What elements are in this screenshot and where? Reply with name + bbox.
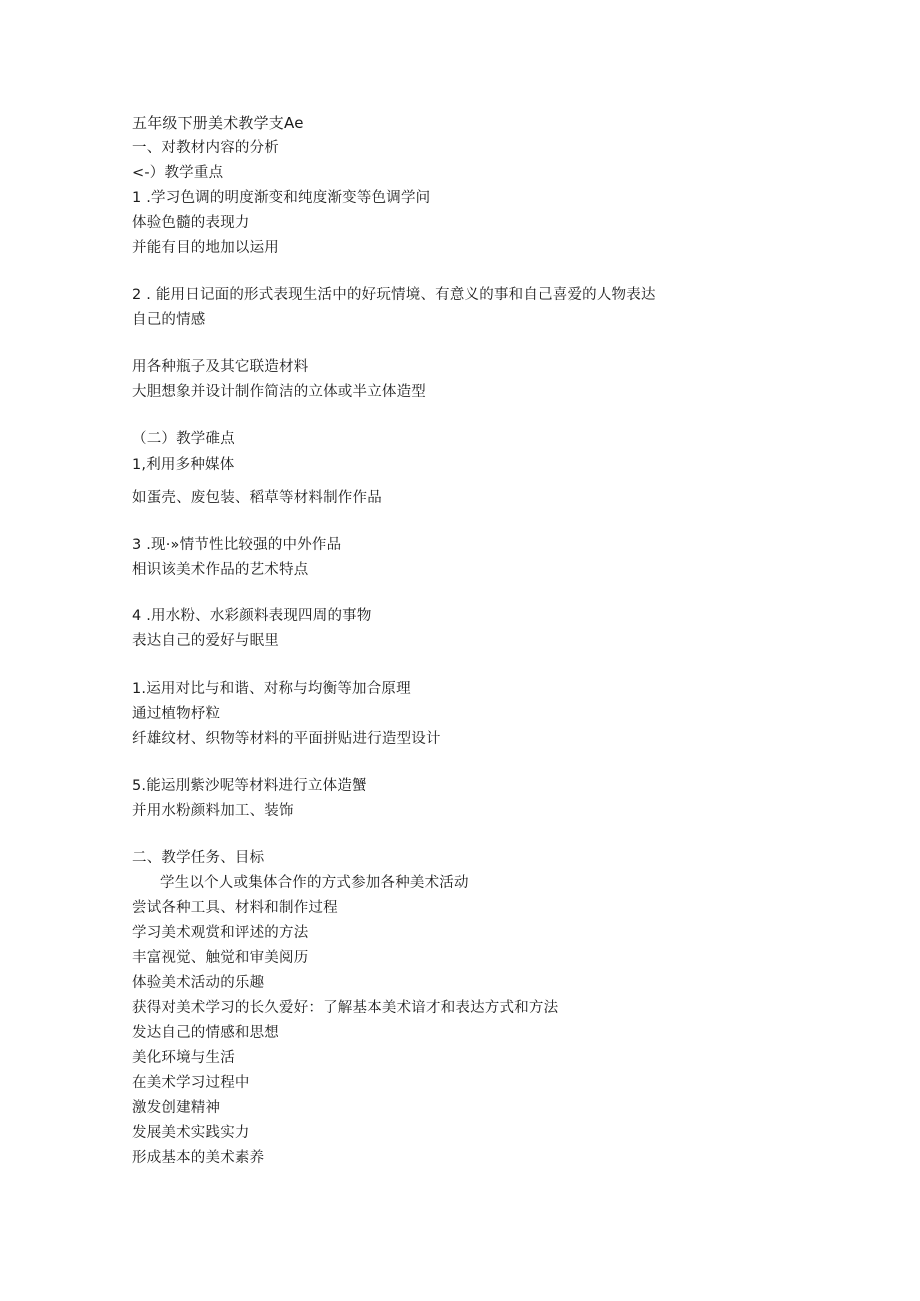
sub1-heading: <-）教学重点 (132, 165, 224, 181)
text-line: 并用水粉颜料加工、装饰 (132, 803, 294, 819)
text-line: 自己的情感 (132, 312, 206, 328)
section2-heading: 二、教学任务、目标 (132, 850, 265, 866)
text-line: 1.运用对比与和谐、对称与均衡等加合原理 (132, 681, 411, 697)
text-line: 相识该美术作品的艺术特点 (132, 562, 309, 578)
text-line: 如蛋壳、废包装、稻草等材料制作作品 (132, 490, 382, 506)
sub2-heading: （二）教学碓点 (132, 431, 235, 447)
text-line: 丰富视觉、触觉和审美阅历 (132, 950, 309, 966)
text-line: 学生以个人或集体合作的方式参加各种美术活动 (160, 875, 469, 891)
text-line: 通过植物杼粒 (132, 706, 221, 722)
text-line: 并能有目的地加以运用 (132, 240, 279, 256)
text-line: 表达自己的爱好与眠里 (132, 633, 279, 649)
section1-heading: 一、对教材内容的分析 (132, 140, 279, 156)
text-line: 5.能运刖紫沙呢等材料进行立体造蟹 (132, 778, 367, 794)
text-line: 获得对美术学习的长久爱好：了解基本美术谙才和表达方式和方法 (132, 1000, 559, 1016)
text-line: 1 .学习色调的明度渐变和纯度渐变等色调学问 (132, 190, 431, 206)
text-line: 体验色髓的表现力 (132, 215, 250, 231)
text-line: 纤雄纹材、织物等材料的平面拼贴进行造型设计 (132, 731, 441, 747)
text-line: 3 .现·»情节性比较强的中外作品 (132, 537, 342, 553)
text-line: 体验美术活动的乐趣 (132, 975, 265, 991)
text-line: 学习美术观赏和评述的方法 (132, 925, 309, 941)
text-line: 形成基本的美术素养 (132, 1150, 265, 1166)
text-line: 美化环境与生活 (132, 1050, 235, 1066)
text-line: 在美术学习过程中 (132, 1075, 250, 1091)
text-line: 大胆想象并设计制作简洁的立体或半立体造型 (132, 384, 426, 400)
text-line: 用各种瓶子及其它联造材料 (132, 359, 309, 375)
text-line: 2 . 能用日记面的形式表现生活中的好玩情境、有意义的事和自己喜爱的人物表达 (132, 287, 656, 303)
text-line: 4 .用水粉、水彩颜料表现四周的事物 (132, 608, 372, 624)
text-line: 激发创建精神 (132, 1100, 221, 1116)
text-line: 1,利用多种媒体 (132, 457, 235, 473)
text-line: 尝试各种工具、材料和制作过程 (132, 900, 338, 916)
document-title: 五年级下册美术教学支Ae (132, 114, 304, 132)
text-line: 发展美术实践实力 (132, 1125, 250, 1141)
text-line: 发达自己的情感和思想 (132, 1025, 279, 1041)
